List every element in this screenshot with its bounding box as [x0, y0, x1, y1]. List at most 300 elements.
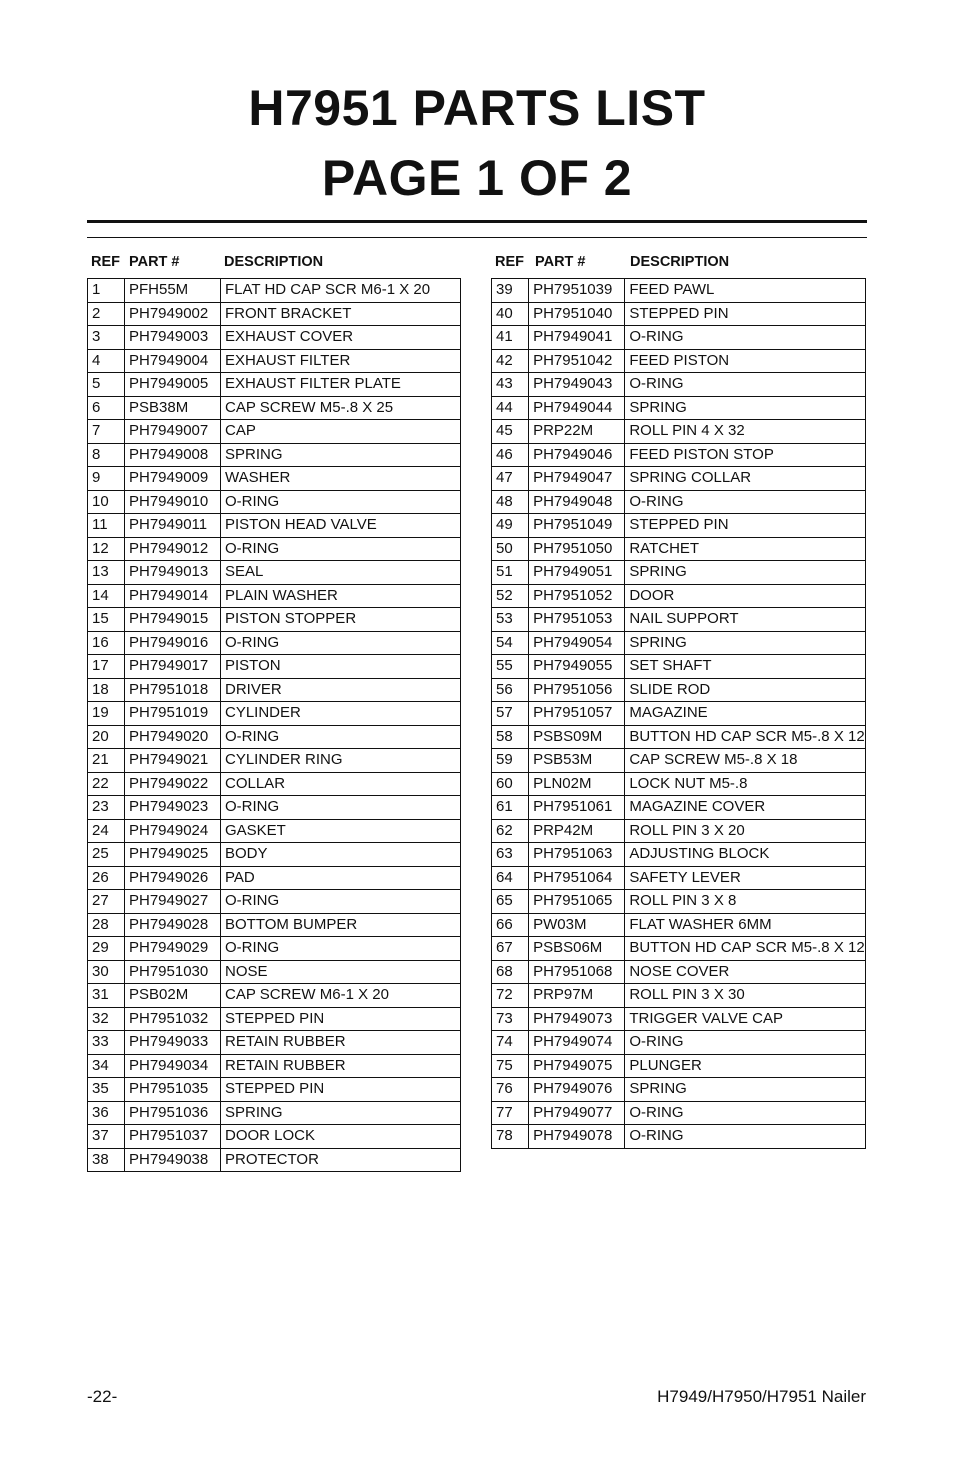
part-number-cell: PH7949009	[125, 467, 221, 491]
description-cell: O-RING	[625, 373, 866, 397]
description-cell: CAP SCREW M5-.8 X 18	[625, 749, 866, 773]
table-row	[492, 725, 866, 749]
part-number-cell: PH7949005	[125, 373, 221, 397]
table-row	[88, 725, 461, 749]
table-row	[88, 984, 461, 1008]
part-number-cell: PSB38M	[125, 396, 221, 420]
table-row	[492, 1078, 866, 1102]
ref-cell: 72	[492, 984, 529, 1008]
ref-cell: 73	[492, 1007, 529, 1031]
model-name: H7949/H7950/H7951 Nailer	[657, 1387, 866, 1406]
ref-cell: 42	[492, 349, 529, 373]
description-cell: SET SHAFT	[625, 655, 866, 679]
ref-cell: 13	[88, 561, 125, 585]
part-number-cell: PH7949011	[125, 514, 221, 538]
part-number-cell: PH7949078	[529, 1125, 625, 1149]
table-row	[88, 772, 461, 796]
ref-cell: 41	[492, 326, 529, 350]
part-number-cell: PH7949016	[125, 631, 221, 655]
description-cell: SEAL	[221, 561, 461, 585]
ref-cell: 25	[88, 843, 125, 867]
part-number-cell: PH7949055	[529, 655, 625, 679]
ref-cell: 21	[88, 749, 125, 773]
part-number-cell: PH7951049	[529, 514, 625, 538]
table-row	[88, 1125, 461, 1149]
description-cell: BUTTON HD CAP SCR M5-.8 X 12	[625, 725, 866, 749]
part-number-cell: PH7949008	[125, 443, 221, 467]
ref-cell: 11	[88, 514, 125, 538]
part-number-cell: PH7949002	[125, 302, 221, 326]
table-row	[492, 819, 866, 843]
description-cell: DRIVER	[221, 678, 461, 702]
part-number-cell: PH7949046	[529, 443, 625, 467]
table-row	[88, 819, 461, 843]
ref-cell: 5	[88, 373, 125, 397]
ref-cell: 43	[492, 373, 529, 397]
part-number-cell: PH7949034	[125, 1054, 221, 1078]
description-cell: PISTON STOPPER	[221, 608, 461, 632]
part-number-cell: PH7951040	[529, 302, 625, 326]
ref-cell: 36	[88, 1101, 125, 1125]
part-number-cell: PLN02M	[529, 772, 625, 796]
description-cell: RATCHET	[625, 537, 866, 561]
table-row	[88, 326, 461, 350]
ref-cell: 67	[492, 937, 529, 961]
table-row	[492, 796, 866, 820]
table-row	[492, 514, 866, 538]
description-cell: NAIL SUPPORT	[625, 608, 866, 632]
table-row	[492, 326, 866, 350]
ref-cell: 19	[88, 702, 125, 726]
table-row	[88, 1054, 461, 1078]
ref-cell: 55	[492, 655, 529, 679]
right-column-headers	[491, 254, 866, 272]
table-row	[88, 960, 461, 984]
table-row	[492, 490, 866, 514]
table-row	[492, 396, 866, 420]
part-number-cell: PH7949007	[125, 420, 221, 444]
table-row	[88, 467, 461, 491]
part-number-cell: PH7951050	[529, 537, 625, 561]
description-cell: EXHAUST COVER	[221, 326, 461, 350]
part-number-cell: PH7949003	[125, 326, 221, 350]
ref-cell: 75	[492, 1054, 529, 1078]
table-row	[88, 937, 461, 961]
description-cell: TRIGGER VALVE CAP	[625, 1007, 866, 1031]
page-number: -22-	[87, 1387, 118, 1406]
description-cell: SPRING	[221, 1101, 461, 1125]
description-cell: ROLL PIN 3 X 8	[625, 890, 866, 914]
part-number-cell: PH7949073	[529, 1007, 625, 1031]
table-row	[492, 373, 866, 397]
ref-cell: 9	[88, 467, 125, 491]
part-number-cell: PH7949075	[529, 1054, 625, 1078]
description-cell: PLUNGER	[625, 1054, 866, 1078]
ref-cell: 63	[492, 843, 529, 867]
part-number-cell: PH7949023	[125, 796, 221, 820]
part-number-cell: PSBS06M	[529, 937, 625, 961]
part-number-cell: PH7949022	[125, 772, 221, 796]
ref-cell: 27	[88, 890, 125, 914]
table-row	[492, 302, 866, 326]
ref-cell: 32	[88, 1007, 125, 1031]
table-row	[88, 279, 461, 303]
description-cell: NOSE COVER	[625, 960, 866, 984]
table-row	[492, 866, 866, 890]
ref-cell: 22	[88, 772, 125, 796]
description-cell: O-RING	[625, 1125, 866, 1149]
ref-cell: 2	[88, 302, 125, 326]
part-number-cell: PH7951039	[529, 279, 625, 303]
table-row	[492, 937, 866, 961]
table-row	[88, 749, 461, 773]
table-row	[88, 1078, 461, 1102]
description-cell: BODY	[221, 843, 461, 867]
description-cell: EXHAUST FILTER PLATE	[221, 373, 461, 397]
description-cell: DOOR LOCK	[221, 1125, 461, 1149]
title-divider-thin	[87, 237, 867, 238]
table-row	[492, 655, 866, 679]
part-header: PART #	[129, 254, 180, 270]
table-row	[88, 1148, 461, 1172]
ref-cell: 61	[492, 796, 529, 820]
table-row	[492, 608, 866, 632]
description-cell: FEED PISTON STOP	[625, 443, 866, 467]
ref-cell: 76	[492, 1078, 529, 1102]
description-cell: FLAT WASHER 6MM	[625, 913, 866, 937]
description-cell: O-RING	[625, 490, 866, 514]
description-cell: O-RING	[221, 890, 461, 914]
table-row	[88, 584, 461, 608]
table-row	[492, 561, 866, 585]
title-divider-thick	[87, 220, 867, 223]
part-number-cell: PH7949054	[529, 631, 625, 655]
description-cell: O-RING	[221, 796, 461, 820]
part-number-cell: PH7949014	[125, 584, 221, 608]
table-row	[88, 561, 461, 585]
ref-cell: 1	[88, 279, 125, 303]
description-cell: PLAIN WASHER	[221, 584, 461, 608]
table-row	[492, 631, 866, 655]
ref-cell: 28	[88, 913, 125, 937]
description-cell: O-RING	[221, 537, 461, 561]
table-row	[88, 1031, 461, 1055]
ref-cell: 17	[88, 655, 125, 679]
table-row	[492, 349, 866, 373]
part-number-cell: PH7951053	[529, 608, 625, 632]
ref-cell: 77	[492, 1101, 529, 1125]
table-row	[88, 678, 461, 702]
description-cell: SLIDE ROD	[625, 678, 866, 702]
ref-cell: 46	[492, 443, 529, 467]
ref-cell: 4	[88, 349, 125, 373]
description-cell: ROLL PIN 3 X 30	[625, 984, 866, 1008]
table-row	[492, 279, 866, 303]
part-number-cell: PH7949048	[529, 490, 625, 514]
table-row	[88, 302, 461, 326]
part-number-cell: PH7949027	[125, 890, 221, 914]
description-cell: ROLL PIN 4 X 32	[625, 420, 866, 444]
ref-cell: 44	[492, 396, 529, 420]
part-number-cell: PH7949038	[125, 1148, 221, 1172]
ref-cell: 6	[88, 396, 125, 420]
ref-cell: 26	[88, 866, 125, 890]
table-row	[88, 1007, 461, 1031]
ref-cell: 64	[492, 866, 529, 890]
description-cell: O-RING	[625, 326, 866, 350]
table-row	[492, 913, 866, 937]
table-row	[88, 1101, 461, 1125]
table-row	[88, 866, 461, 890]
part-number-cell: PRP97M	[529, 984, 625, 1008]
ref-cell: 58	[492, 725, 529, 749]
description-cell: SAFETY LEVER	[625, 866, 866, 890]
part-number-cell: PFH55M	[125, 279, 221, 303]
ref-cell: 52	[492, 584, 529, 608]
table-row	[492, 420, 866, 444]
part-number-cell: PH7949024	[125, 819, 221, 843]
description-cell: O-RING	[221, 490, 461, 514]
part-number-cell: PH7951064	[529, 866, 625, 890]
description-cell: DOOR	[625, 584, 866, 608]
table-row	[492, 702, 866, 726]
ref-cell: 45	[492, 420, 529, 444]
description-cell: PROTECTOR	[221, 1148, 461, 1172]
table-row	[88, 396, 461, 420]
part-number-cell: PH7951063	[529, 843, 625, 867]
ref-cell: 31	[88, 984, 125, 1008]
part-number-cell: PH7949074	[529, 1031, 625, 1055]
table-row	[88, 420, 461, 444]
ref-header: REF	[91, 254, 120, 270]
part-number-cell: PH7949033	[125, 1031, 221, 1055]
table-row	[492, 984, 866, 1008]
description-cell: SPRING COLLAR	[625, 467, 866, 491]
part-number-cell: PH7949076	[529, 1078, 625, 1102]
description-cell: O-RING	[625, 1031, 866, 1055]
part-number-cell: PH7949047	[529, 467, 625, 491]
table-row	[492, 678, 866, 702]
description-cell: CYLINDER RING	[221, 749, 461, 773]
ref-cell: 53	[492, 608, 529, 632]
part-number-cell: PH7949013	[125, 561, 221, 585]
ref-cell: 49	[492, 514, 529, 538]
table-row	[492, 843, 866, 867]
table-row	[88, 796, 461, 820]
table-row	[88, 631, 461, 655]
part-number-cell: PW03M	[529, 913, 625, 937]
ref-cell: 10	[88, 490, 125, 514]
parts-table-left	[87, 278, 461, 1172]
part-number-cell: PH7949028	[125, 913, 221, 937]
page-subtitle: PAGE 1 OF 2	[321, 150, 633, 206]
ref-cell: 38	[88, 1148, 125, 1172]
page-title: H7951 PARTS LIST	[248, 80, 706, 136]
ref-cell: 14	[88, 584, 125, 608]
ref-cell: 47	[492, 467, 529, 491]
description-cell: PAD	[221, 866, 461, 890]
description-cell: CAP SCREW M5-.8 X 25	[221, 396, 461, 420]
part-number-cell: PH7949010	[125, 490, 221, 514]
ref-cell: 29	[88, 937, 125, 961]
table-row	[492, 772, 866, 796]
part-number-cell: PH7949041	[529, 326, 625, 350]
table-row	[492, 1007, 866, 1031]
table-row	[88, 655, 461, 679]
description-cell: PISTON HEAD VALVE	[221, 514, 461, 538]
table-row	[492, 537, 866, 561]
part-number-cell: PH7951019	[125, 702, 221, 726]
ref-cell: 7	[88, 420, 125, 444]
table-row	[492, 1101, 866, 1125]
part-number-cell: PH7949025	[125, 843, 221, 867]
table-row	[88, 373, 461, 397]
left-column-headers	[87, 254, 461, 272]
description-cell: MAGAZINE	[625, 702, 866, 726]
ref-cell: 33	[88, 1031, 125, 1055]
part-number-cell: PH7951030	[125, 960, 221, 984]
table-row	[88, 349, 461, 373]
table-row	[492, 960, 866, 984]
ref-cell: 40	[492, 302, 529, 326]
description-cell: STEPPED PIN	[625, 514, 866, 538]
description-cell: LOCK NUT M5-.8	[625, 772, 866, 796]
ref-cell: 3	[88, 326, 125, 350]
part-number-cell: PH7949020	[125, 725, 221, 749]
part-number-cell: PH7951036	[125, 1101, 221, 1125]
table-row	[492, 467, 866, 491]
ref-cell: 68	[492, 960, 529, 984]
description-cell: WASHER	[221, 467, 461, 491]
part-number-cell: PH7949026	[125, 866, 221, 890]
description-cell: STEPPED PIN	[625, 302, 866, 326]
ref-cell: 60	[492, 772, 529, 796]
description-cell: ROLL PIN 3 X 20	[625, 819, 866, 843]
table-row	[492, 749, 866, 773]
part-number-cell: PH7951037	[125, 1125, 221, 1149]
ref-cell: 56	[492, 678, 529, 702]
description-cell: FEED PAWL	[625, 279, 866, 303]
part-number-cell: PH7951035	[125, 1078, 221, 1102]
description-cell: BOTTOM BUMPER	[221, 913, 461, 937]
part-number-cell: PH7951032	[125, 1007, 221, 1031]
table-row	[492, 1125, 866, 1149]
ref-cell: 8	[88, 443, 125, 467]
description-cell: BUTTON HD CAP SCR M5-.8 X 12	[625, 937, 866, 961]
table-row	[88, 537, 461, 561]
description-cell: CYLINDER	[221, 702, 461, 726]
description-cell: FRONT BRACKET	[221, 302, 461, 326]
ref-cell: 24	[88, 819, 125, 843]
description-cell: O-RING	[625, 1101, 866, 1125]
table-row	[88, 702, 461, 726]
description-cell: CAP	[221, 420, 461, 444]
ref-cell: 65	[492, 890, 529, 914]
part-number-cell: PH7949015	[125, 608, 221, 632]
table-row	[88, 843, 461, 867]
description-cell: CAP SCREW M6-1 X 20	[221, 984, 461, 1008]
description-cell: O-RING	[221, 631, 461, 655]
ref-cell: 34	[88, 1054, 125, 1078]
description-cell: O-RING	[221, 725, 461, 749]
description-cell: NOSE	[221, 960, 461, 984]
description-header: DESCRIPTION	[224, 254, 324, 270]
ref-cell: 35	[88, 1078, 125, 1102]
ref-cell: 48	[492, 490, 529, 514]
description-cell: SPRING	[625, 631, 866, 655]
ref-cell: 12	[88, 537, 125, 561]
ref-cell: 62	[492, 819, 529, 843]
table-row	[492, 584, 866, 608]
ref-cell: 23	[88, 796, 125, 820]
description-cell: SPRING	[625, 1078, 866, 1102]
ref-cell: 39	[492, 279, 529, 303]
description-cell: SPRING	[221, 443, 461, 467]
part-header: PART #	[535, 254, 586, 270]
description-cell: O-RING	[221, 937, 461, 961]
description-cell: STEPPED PIN	[221, 1007, 461, 1031]
table-row	[492, 1054, 866, 1078]
table-row	[492, 890, 866, 914]
description-cell: COLLAR	[221, 772, 461, 796]
part-number-cell: PH7949044	[529, 396, 625, 420]
description-cell: STEPPED PIN	[221, 1078, 461, 1102]
ref-cell: 37	[88, 1125, 125, 1149]
part-number-cell: PH7951061	[529, 796, 625, 820]
part-number-cell: PSB02M	[125, 984, 221, 1008]
ref-cell: 50	[492, 537, 529, 561]
table-row	[492, 1031, 866, 1055]
part-number-cell: PH7951052	[529, 584, 625, 608]
ref-cell: 51	[492, 561, 529, 585]
description-cell: SPRING	[625, 396, 866, 420]
description-cell: FEED PISTON	[625, 349, 866, 373]
part-number-cell: PH7949029	[125, 937, 221, 961]
table-row	[88, 443, 461, 467]
part-number-cell: PH7949004	[125, 349, 221, 373]
part-number-cell: PH7949051	[529, 561, 625, 585]
ref-cell: 16	[88, 631, 125, 655]
part-number-cell: PSB53M	[529, 749, 625, 773]
part-number-cell: PH7951056	[529, 678, 625, 702]
table-row	[88, 514, 461, 538]
description-cell: GASKET	[221, 819, 461, 843]
ref-cell: 20	[88, 725, 125, 749]
table-row	[88, 890, 461, 914]
part-number-cell: PRP42M	[529, 819, 625, 843]
description-cell: PISTON	[221, 655, 461, 679]
ref-cell: 57	[492, 702, 529, 726]
description-cell: MAGAZINE COVER	[625, 796, 866, 820]
table-row	[492, 443, 866, 467]
part-number-cell: PH7951018	[125, 678, 221, 702]
parts-table-right	[491, 278, 866, 1149]
ref-cell: 74	[492, 1031, 529, 1055]
part-number-cell: PH7949012	[125, 537, 221, 561]
ref-cell: 54	[492, 631, 529, 655]
ref-cell: 59	[492, 749, 529, 773]
description-cell: FLAT HD CAP SCR M6-1 X 20	[221, 279, 461, 303]
part-number-cell: PRP22M	[529, 420, 625, 444]
part-number-cell: PH7949043	[529, 373, 625, 397]
ref-cell: 66	[492, 913, 529, 937]
part-number-cell: PH7951068	[529, 960, 625, 984]
part-number-cell: PSBS09M	[529, 725, 625, 749]
table-row	[88, 490, 461, 514]
description-cell: SPRING	[625, 561, 866, 585]
table-row	[88, 608, 461, 632]
ref-cell: 78	[492, 1125, 529, 1149]
